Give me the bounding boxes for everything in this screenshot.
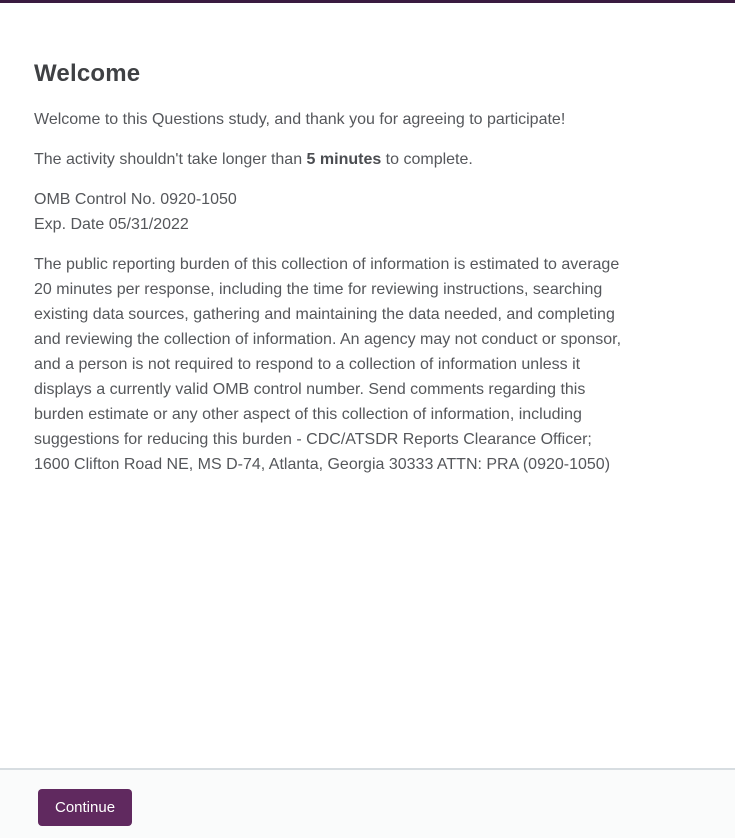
duration-paragraph bbox=[34, 147, 626, 172]
omb-block bbox=[34, 187, 626, 237]
top-accent-bar bbox=[0, 0, 735, 3]
survey-content bbox=[34, 60, 626, 492]
duration-suffix-text: to complete. bbox=[381, 151, 473, 168]
duration-prefix-text: The activity shouldn't take longer than bbox=[34, 151, 307, 168]
omb-control-number: OMB Control No. 0920-1050 bbox=[34, 191, 237, 208]
footer-bar bbox=[0, 768, 735, 838]
burden-statement-paragraph: The public reporting burden of this collection of information is estimated to average 20 minutes per response, including the time for reviewing instructions, searching existing data sources, gathering and maintaining the data needed, and completing and reviewing the collection of information. An agency may not conduct or sponsor, and a person is not required to respond to a collection of information unless it displays a currently valid OMB control number. Send comments regarding this burden estimate or any other aspect of this collection of information, including suggestions for reducing this burden - CDC/ATSDR Reports Clearance Officer; 1600 Clifton Road NE, MS D-74, Atlanta, Georgia 30333 ATTN: PRA (0920-1050) bbox=[34, 256, 622, 473]
intro-paragraph: Welcome to this Questions study, and thank you for agreeing to participate! bbox=[34, 111, 566, 128]
page-title: Welcome bbox=[34, 60, 141, 87]
duration-bold-text: 5 minutes bbox=[306, 151, 382, 168]
continue-button[interactable]: Continue bbox=[38, 789, 132, 826]
omb-exp-date: Exp. Date 05/31/2022 bbox=[34, 216, 189, 233]
